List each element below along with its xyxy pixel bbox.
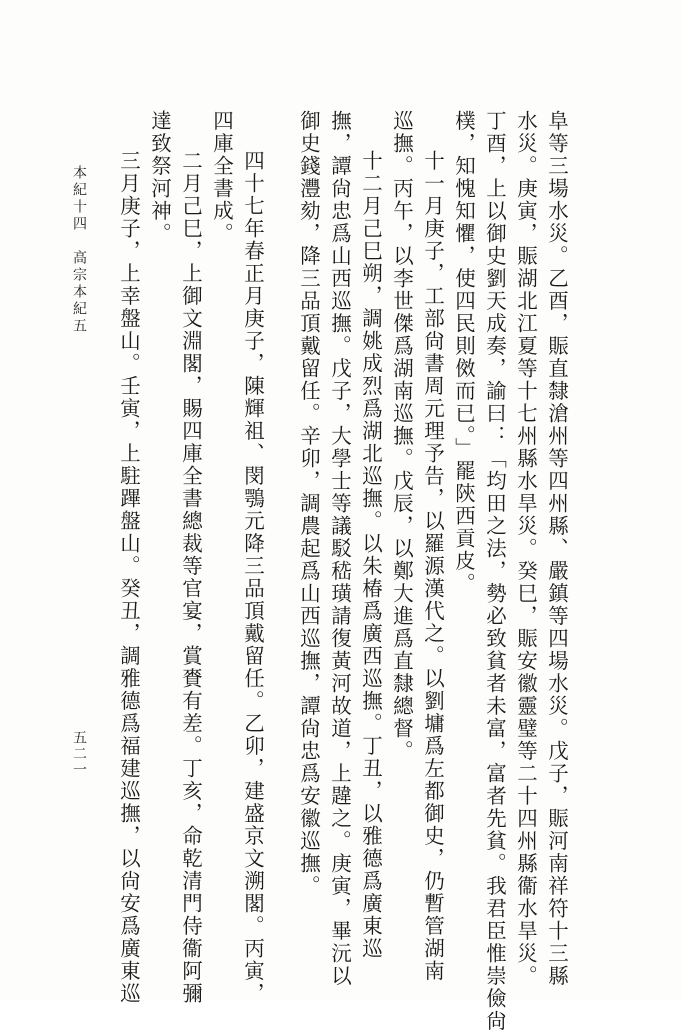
text-column-1: 阜等三場水災。乙酉，賑直隸滄州等四州縣、嚴鎮等四場水災。戊子，賑河南祥符十三縣 <box>544 110 569 988</box>
text-column-7: 十二月己巳朔，調姚成烈爲湖北巡撫。以朱椿爲廣西巡撫。丁丑，以雅德爲廣東巡 <box>358 150 383 960</box>
text-column-10: 四十七年春正月庚子，陳輝祖、閔鶚元降三品頂戴留任。乙卯，建盛京文溯閣。丙寅， <box>240 150 265 1005</box>
text-column-11: 四庫全書成。 <box>209 110 234 245</box>
running-header: 本紀十四 高宗本紀五 <box>71 165 87 335</box>
page-number: 五二一 <box>71 730 87 778</box>
text-column-12: 二月己巳，上御文淵閣，賜四庫全書總裁等官宴，賞賚有差。丁亥，命乾清門侍衞阿彌 <box>178 150 203 1005</box>
text-column-8: 撫，譚尙忠爲山西巡撫。戊子，大學士等議駁嵇璜請復黃河故道，上韙之。庚寅，畢沅以 <box>327 110 352 988</box>
text-column-6: 巡撫。丙午，以李世傑爲湖南巡撫。戊辰，以鄭大進爲直隸總督。 <box>389 110 414 763</box>
text-column-3: 丁酉，上以御史劉天成奏，諭曰：「均田之法，勢必致貧者未富，富者先貧。我君臣惟崇儉尙 <box>482 110 507 1033</box>
text-column-4: 樸，知愧知懼，使四民則傚而已。」罷陝西貢皮。 <box>451 110 476 595</box>
text-column-14: 三月庚子，上幸盤山。壬寅，上駐蹕盤山。癸丑，調雅德爲福建巡撫，以尙安爲廣東巡 <box>116 150 141 1005</box>
text-column-5: 十一月庚子，工部尙書周元理予告，以羅源漢代之。以劉墉爲左都御史，仍暫管湖南 <box>420 150 445 983</box>
text-column-2: 水災。庚寅，賑湖北江夏等十七州縣水旱災。癸巳，賑安徽靈璧等二十四州縣衞水旱災。 <box>513 110 538 988</box>
text-column-9: 御史錢灃劾，降三品頂戴留任。辛卯，調農起爲山西巡撫，譚尙忠爲安徽巡撫。 <box>296 110 321 898</box>
text-column-13: 達致祭河神。 <box>147 110 172 245</box>
